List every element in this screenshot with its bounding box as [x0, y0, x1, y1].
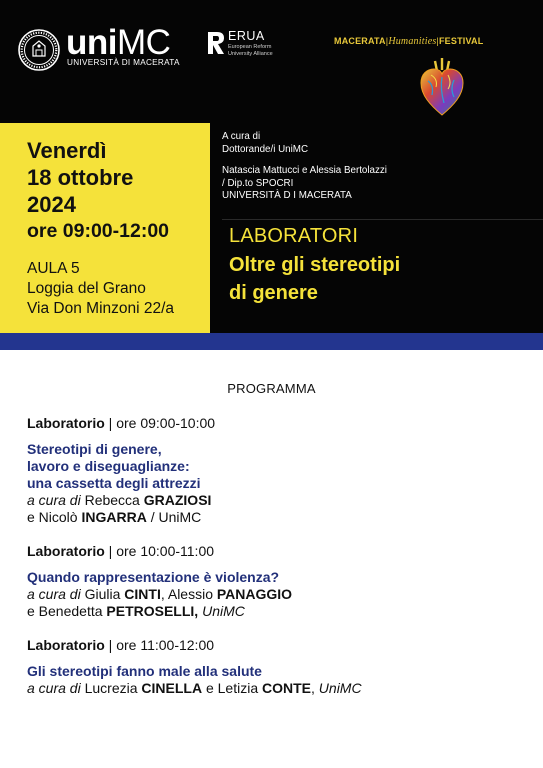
unimc-logo-suffix: MC	[116, 23, 171, 62]
speaker-surname: CINTI	[124, 586, 161, 602]
organizers-names: Natascia Mattucci e Alessia Bertolazzi	[222, 165, 387, 176]
session-separator: |	[104, 637, 117, 653]
festival-part-2: Humanities	[388, 36, 437, 47]
event-year: 2024	[27, 192, 76, 217]
festival-part-3: FESTIVAL	[438, 36, 484, 46]
speaker-surname: CONTE	[262, 680, 312, 696]
session-title-line: una cassetta degli attrezzi	[27, 475, 201, 491]
curated-by-group: Dottorande/i UniMC	[222, 143, 309, 155]
speaker-first-name: , Alessio	[160, 586, 217, 602]
speaker-spacer: ,	[311, 680, 319, 696]
speaker-affiliation: UniMC	[318, 680, 362, 696]
event-building: Loggia del Grano	[27, 280, 146, 297]
speaker-surname: GRAZIOSI	[143, 492, 212, 508]
session-time: ore 11:00-12:00	[116, 637, 215, 653]
session-title-line: lavoro e diseguaglianze:	[27, 458, 190, 474]
speakers-line	[27, 492, 527, 509]
speaker-first-name: Giulia	[80, 586, 125, 602]
session-2	[27, 542, 527, 620]
speakers-line	[27, 603, 527, 620]
session-title-line: Gli stereotipi fanno male alla salute	[27, 663, 262, 679]
organizers-university: UNIVERSITÀ D I MACERATA	[222, 190, 352, 201]
speakers-prefix: a cura di	[27, 492, 81, 508]
event-day-month: 18 ottobre	[27, 165, 134, 190]
session-label: Laboratorio	[27, 415, 105, 431]
session-header	[27, 414, 527, 432]
festival-part-1: MACERATA	[334, 36, 386, 46]
speaker-first-name: e Nicolò	[27, 509, 82, 525]
speakers-line	[27, 586, 527, 603]
session-header	[27, 636, 527, 654]
session-title	[27, 441, 527, 492]
session-title-line: Quando rappresentazione è violenza?	[27, 569, 280, 585]
session-1	[27, 414, 527, 526]
event-weekday: Venerdì	[27, 138, 107, 163]
anatomical-heart-icon	[418, 55, 466, 118]
erua-logo-name: ERUA	[228, 29, 265, 43]
session-separator: |	[104, 415, 117, 431]
speaker-first-name: Lucrezia	[80, 680, 142, 696]
divider	[222, 219, 543, 220]
session-header	[27, 542, 527, 560]
speaker-first-name: e Letizia	[202, 680, 263, 696]
speaker-surname: CINELLA	[141, 680, 203, 696]
lab-title	[229, 251, 529, 307]
event-place	[27, 259, 174, 319]
session-separator: |	[104, 543, 117, 559]
erua-logo-icon	[206, 30, 226, 56]
festival-separator-2: |	[436, 36, 439, 46]
session-speakers	[27, 680, 527, 697]
session-label: Laboratorio	[27, 637, 105, 653]
speaker-surname: PANAGGIO	[216, 586, 293, 602]
event-address: Via Don Minzoni 22/a	[27, 300, 175, 317]
curated-by	[222, 131, 308, 156]
speakers-line	[27, 509, 527, 526]
session-time: ore 09:00-10:00	[116, 415, 216, 431]
speaker-surname: PETROSELLI,	[106, 603, 199, 619]
lab-title-line: di genere	[229, 282, 318, 304]
lab-title-line: Oltre gli stereotipi	[229, 254, 401, 276]
erua-logo-subtitle: European Reform University Alliance	[228, 44, 273, 57]
session-3	[27, 636, 527, 697]
speaker-affiliation: UniMC	[202, 603, 245, 619]
session-title	[27, 569, 527, 586]
blue-stripe	[0, 333, 543, 350]
event-time: ore 09:00-12:00	[27, 220, 170, 242]
unimc-logo-text	[66, 24, 170, 62]
speakers-prefix: a cura di	[27, 680, 81, 696]
curated-by-label: A cura di	[222, 131, 261, 142]
unimc-logo-prefix: uni	[66, 23, 117, 62]
speaker-first-name: Rebecca	[80, 492, 144, 508]
speaker-surname: INGARRA	[81, 509, 147, 525]
event-room: AULA 5	[27, 260, 80, 277]
speakers-prefix: a cura di	[27, 586, 81, 602]
lab-tag: LABORATORI	[229, 225, 359, 247]
festival-separator-1: |	[385, 36, 389, 46]
session-title-line: Stereotipi di genere,	[27, 441, 162, 457]
festival-title	[334, 36, 483, 47]
session-time: ore 10:00-11:00	[116, 543, 215, 559]
event-date	[27, 137, 133, 218]
organizers	[222, 165, 387, 203]
session-label: Laboratorio	[27, 543, 105, 559]
university-seal-icon	[18, 29, 60, 71]
unimc-logo-subtitle: UNIVERSITÀ DI MACERATA	[67, 58, 180, 67]
speakers-line	[27, 680, 527, 697]
programme-heading: PROGRAMMA	[227, 381, 316, 396]
session-speakers	[27, 586, 527, 620]
speaker-affiliation: / UniMC	[146, 509, 202, 525]
speaker-first-name: e Benedetta	[27, 603, 107, 619]
organizers-department: / Dip.to SPOCRI	[222, 177, 294, 189]
session-speakers	[27, 492, 527, 526]
session-title	[27, 663, 527, 680]
